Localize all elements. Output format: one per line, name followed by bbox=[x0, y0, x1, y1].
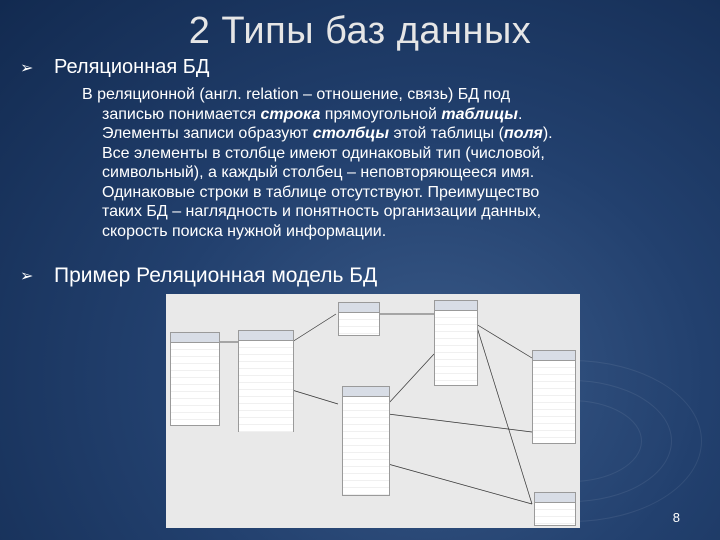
text: . bbox=[517, 105, 523, 123]
term-row: строка bbox=[260, 105, 321, 123]
slide-title: 2 Типы баз данных bbox=[188, 10, 532, 52]
relational-schema-image bbox=[166, 294, 580, 528]
arrow-bullet-icon: ➢ bbox=[20, 268, 34, 285]
term-table: таблицы bbox=[441, 105, 518, 123]
paragraph-line bbox=[82, 105, 682, 125]
schema-table bbox=[238, 330, 294, 432]
term-fields: поля bbox=[503, 125, 543, 142]
schema-table bbox=[338, 302, 380, 336]
paragraph-line: Все элементы в столбце имеют одинаковый тип (числовой, bbox=[102, 144, 545, 162]
table-header bbox=[339, 303, 379, 313]
paragraph-line: Одинаковые строки в таблице отсутствуют. Преимущество bbox=[102, 183, 540, 201]
table-header bbox=[535, 493, 575, 503]
paragraph-line: В реляционной (англ. relation – отношение, связь) БД под bbox=[82, 86, 511, 103]
bullet-relational-db bbox=[20, 56, 209, 79]
schema-table bbox=[532, 350, 576, 444]
table-header bbox=[171, 333, 219, 343]
table-header bbox=[239, 331, 293, 341]
schema-table bbox=[534, 492, 576, 526]
table-header bbox=[533, 351, 575, 361]
paragraph-line: скорость поиска нужной информации. bbox=[102, 222, 387, 240]
bullet-example bbox=[20, 264, 377, 288]
paragraph-line: таких БД – наглядность и понятность организации данных, bbox=[102, 203, 542, 220]
term-columns: столбцы bbox=[312, 125, 390, 142]
table-header bbox=[343, 387, 389, 397]
schema-table bbox=[434, 300, 478, 386]
text: Элементы записи образуют bbox=[102, 125, 313, 142]
page-number: 8 bbox=[672, 510, 680, 525]
text: этой таблицы ( bbox=[389, 125, 504, 142]
text: записью понимается bbox=[102, 105, 261, 123]
paragraph-line: символьный), а каждый столбец – неповторяющееся имя. bbox=[102, 164, 535, 181]
bullet-label: Реляционная БД bbox=[54, 56, 210, 78]
table-header bbox=[435, 301, 477, 311]
schema-table bbox=[342, 386, 390, 496]
arrow-bullet-icon: ➢ bbox=[20, 59, 34, 77]
definition-paragraph bbox=[82, 85, 682, 241]
text: прямоугольной bbox=[320, 105, 442, 123]
bullet-label: Пример Реляционная модель БД bbox=[54, 264, 378, 287]
paragraph-line bbox=[82, 124, 682, 144]
schema-table bbox=[170, 332, 220, 426]
text: ). bbox=[542, 125, 553, 142]
